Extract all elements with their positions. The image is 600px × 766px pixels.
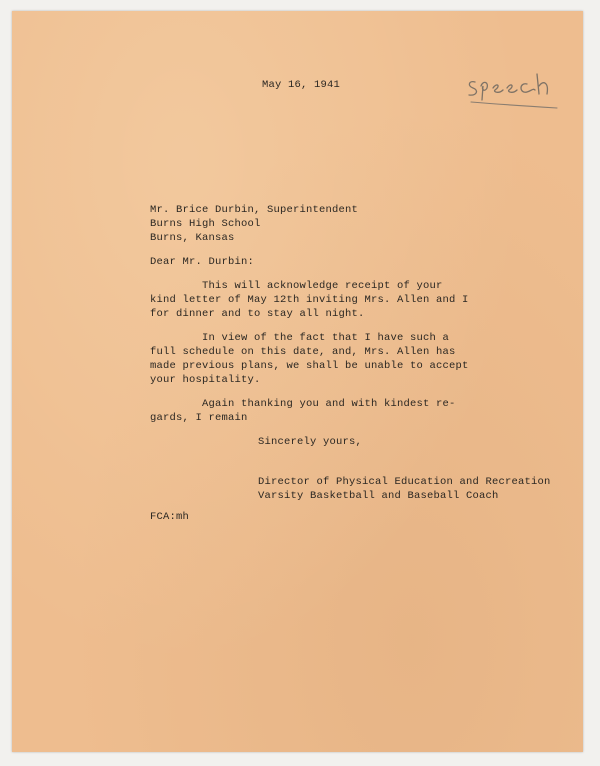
- letter-page: [12, 11, 583, 752]
- signature-title-line-1: Director of Physical Education and Recreation: [258, 476, 551, 488]
- recipient-line-2: Burns High School: [150, 218, 261, 230]
- paragraph-3-line-2: gards, I remain: [150, 412, 248, 424]
- salutation: Dear Mr. Durbin:: [150, 256, 255, 268]
- paragraph-3-line-1: Again thanking you and with kindest re-: [150, 398, 456, 410]
- signature-title-line-2: Varsity Basketball and Baseball Coach: [258, 490, 499, 502]
- handwriting-icon: [465, 70, 565, 114]
- recipient-line-3: Burns, Kansas: [150, 232, 235, 244]
- paragraph-2-line-4: your hospitality.: [150, 374, 261, 386]
- letter-date: May 16, 1941: [262, 79, 341, 91]
- paragraph-1-line-3: for dinner and to stay all night.: [150, 308, 365, 320]
- paragraph-2-line-1: In view of the fact that I have such a: [150, 332, 450, 344]
- paragraph-1-line-2: kind letter of May 12th inviting Mrs. Allen and I: [150, 294, 469, 306]
- recipient-line-1: Mr. Brice Durbin, Superintendent: [150, 204, 359, 216]
- handwritten-speech-note: [465, 70, 565, 114]
- paragraph-2-line-2: full schedule on this date, and, Mrs. Allen has: [150, 346, 456, 358]
- paragraph-2-line-3: made previous plans, we shall be unable to accept: [150, 360, 469, 372]
- typist-initials: FCA:mh: [150, 511, 190, 523]
- paragraph-1-line-1: This will acknowledge receipt of your: [150, 280, 443, 292]
- closing: Sincerely yours,: [258, 436, 363, 448]
